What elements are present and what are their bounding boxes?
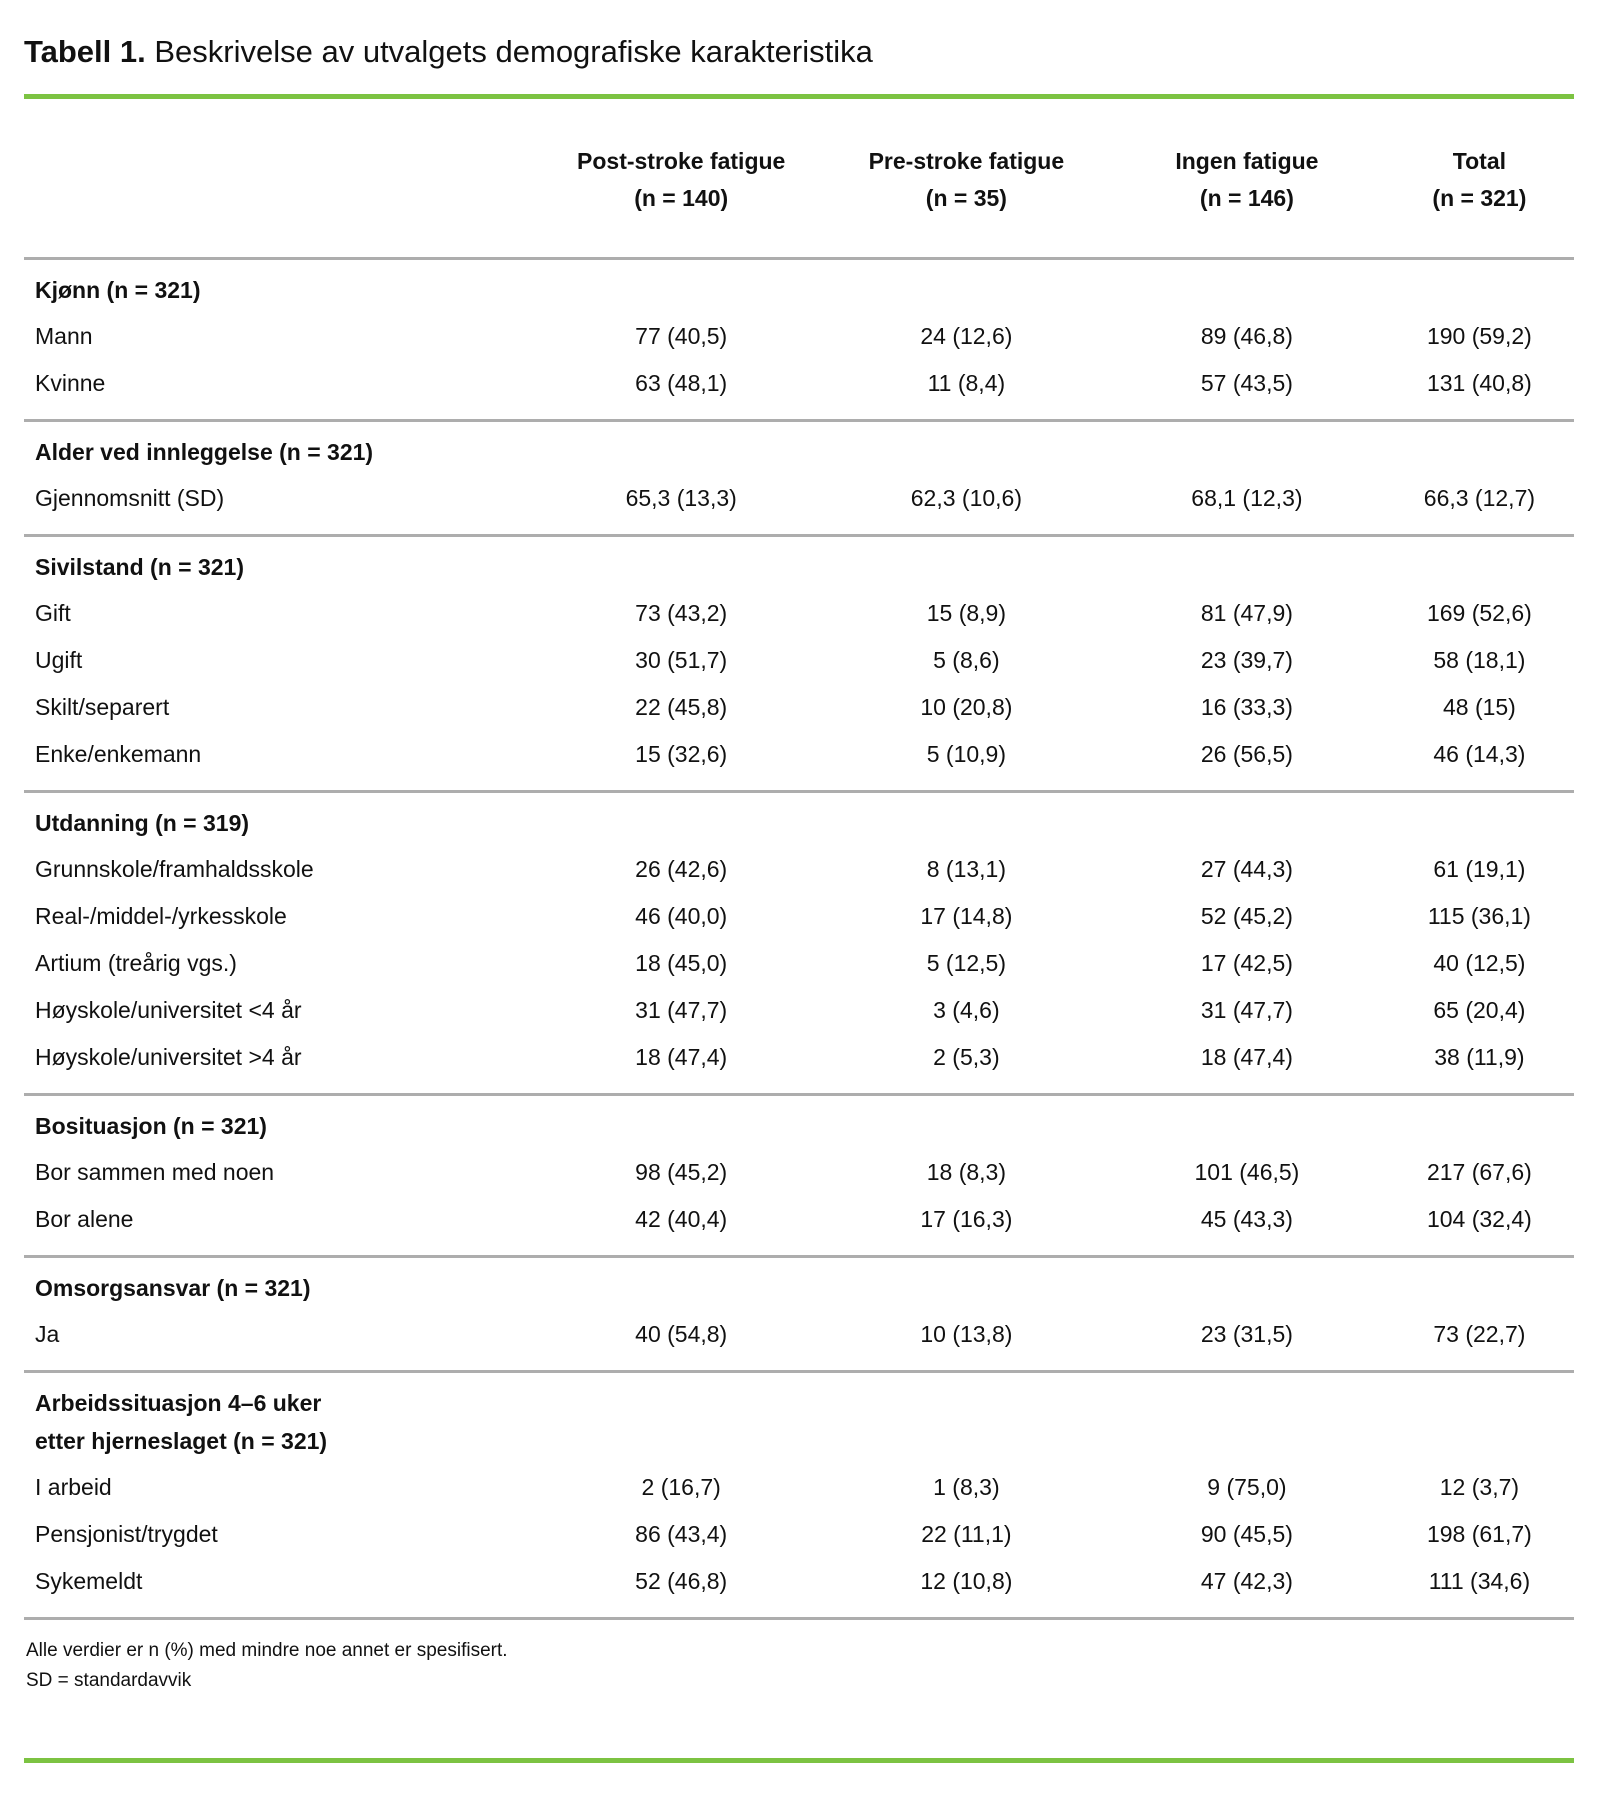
table-row bbox=[24, 684, 1574, 731]
cell-value: 48 (15) bbox=[1442, 694, 1516, 720]
cell-value: 12 (10,8) bbox=[920, 1568, 1013, 1594]
cell-value: 101 (46,5) bbox=[1194, 1159, 1300, 1185]
cell-value: 17 (16,3) bbox=[920, 1206, 1013, 1232]
row-label: Ja bbox=[35, 1321, 60, 1347]
cell-value: 22 (11,1) bbox=[921, 1521, 1012, 1547]
section-header-line: Utdanning (n = 319) bbox=[35, 810, 250, 836]
table-row bbox=[24, 1464, 1574, 1511]
cell-value: 11 (8,4) bbox=[927, 370, 1006, 396]
table-row bbox=[24, 475, 1574, 522]
row-label: Høyskole/universitet >4 år bbox=[35, 1044, 302, 1070]
column-header-line1: Post-stroke fatigue bbox=[577, 148, 786, 174]
table-row bbox=[24, 731, 1574, 778]
cell-value: 89 (46,8) bbox=[1200, 323, 1293, 349]
footnote-values: Alle verdier er n (%) med mindre noe annet er spesifisert. bbox=[26, 1640, 508, 1661]
cell-value: 47 (42,3) bbox=[1200, 1568, 1293, 1594]
table-row bbox=[24, 1034, 1574, 1081]
table-section bbox=[24, 790, 1574, 1093]
cell-value: 45 (43,3) bbox=[1200, 1206, 1293, 1232]
cell-value: 217 (67,6) bbox=[1426, 1159, 1532, 1185]
table-row bbox=[24, 360, 1574, 407]
cell-value: 66,3 (12,7) bbox=[1423, 485, 1536, 511]
table-row bbox=[24, 1149, 1574, 1196]
cell-value: 81 (47,9) bbox=[1200, 600, 1293, 626]
row-label: Høyskole/universitet <4 år bbox=[35, 997, 302, 1023]
cell-value: 18 (47,4) bbox=[1200, 1044, 1293, 1070]
section-header-line: Omsorgsansvar (n = 321) bbox=[35, 1275, 311, 1301]
cell-value: 65 (20,4) bbox=[1433, 997, 1526, 1023]
cell-value: 131 (40,8) bbox=[1426, 370, 1532, 396]
cell-value: 16 (33,3) bbox=[1200, 694, 1293, 720]
cell-value: 73 (43,2) bbox=[635, 600, 728, 626]
cell-value: 12 (3,7) bbox=[1439, 1474, 1520, 1500]
cell-value: 46 (14,3) bbox=[1433, 741, 1526, 767]
section-header bbox=[24, 543, 1574, 590]
cell-value: 26 (42,6) bbox=[635, 856, 728, 882]
cell-value: 57 (43,5) bbox=[1200, 370, 1293, 396]
cell-value: 18 (47,4) bbox=[635, 1044, 728, 1070]
cell-value: 23 (31,5) bbox=[1200, 1321, 1293, 1347]
row-label: Kvinne bbox=[35, 370, 106, 396]
cell-value: 38 (11,9) bbox=[1434, 1044, 1525, 1070]
column-header-line1: Total bbox=[1452, 148, 1507, 174]
cell-value: 17 (42,5) bbox=[1200, 950, 1293, 976]
table-row bbox=[24, 637, 1574, 684]
row-label: Pensjonist/trygdet bbox=[35, 1521, 218, 1547]
column-header-line1: Ingen fatigue bbox=[1175, 148, 1319, 174]
cell-value: 111 (34,6) bbox=[1428, 1568, 1531, 1594]
column-header-ingen-fatigue bbox=[1109, 143, 1385, 217]
column-header-line2: (n = 146) bbox=[1199, 185, 1294, 211]
column-header-line1: Pre-stroke fatigue bbox=[868, 148, 1065, 174]
table-title-label: Tabell 1. bbox=[24, 34, 146, 69]
cell-value: 2 (5,3) bbox=[933, 1044, 1000, 1070]
cell-value: 62,3 (10,6) bbox=[910, 485, 1022, 511]
table-row bbox=[24, 313, 1574, 360]
cell-value: 63 (48,1) bbox=[635, 370, 728, 396]
section-header-line: Kjønn (n = 321) bbox=[35, 277, 201, 303]
column-header-line2: (n = 140) bbox=[634, 185, 729, 211]
table-section bbox=[24, 1093, 1574, 1255]
cell-value: 90 (45,5) bbox=[1200, 1521, 1293, 1547]
row-label: Gjennomsnitt (SD) bbox=[35, 485, 225, 511]
cell-value: 17 (14,8) bbox=[920, 903, 1013, 929]
table-row bbox=[24, 893, 1574, 940]
table-section bbox=[24, 534, 1574, 790]
column-header-line2: (n = 321) bbox=[1432, 185, 1527, 211]
row-label: Mann bbox=[35, 323, 93, 349]
cell-value: 18 (45,0) bbox=[635, 950, 728, 976]
cell-value: 31 (47,7) bbox=[635, 997, 728, 1023]
row-label: Grunnskole/framhaldsskole bbox=[35, 856, 314, 882]
section-header bbox=[24, 266, 1574, 313]
cell-value: 65,3 (13,3) bbox=[625, 485, 737, 511]
row-label: I arbeid bbox=[35, 1474, 112, 1500]
section-header bbox=[24, 1379, 1574, 1464]
row-label: Artium (treårig vgs.) bbox=[35, 950, 237, 976]
cell-value: 18 (8,3) bbox=[926, 1159, 1006, 1185]
cell-value: 1 (8,3) bbox=[933, 1474, 1000, 1500]
cell-value: 115 (36,1) bbox=[1427, 903, 1531, 929]
table-row bbox=[24, 1196, 1574, 1243]
table-section bbox=[24, 1255, 1574, 1370]
cell-value: 86 (43,4) bbox=[635, 1521, 728, 1547]
section-header bbox=[24, 1102, 1574, 1149]
row-label: Skilt/separert bbox=[35, 694, 170, 720]
cell-value: 5 (12,5) bbox=[926, 950, 1006, 976]
cell-value: 40 (12,5) bbox=[1433, 950, 1526, 976]
section-header-line: Arbeidssituasjon 4–6 uker bbox=[35, 1390, 322, 1416]
cell-value: 22 (45,8) bbox=[635, 694, 728, 720]
cell-value: 5 (8,6) bbox=[933, 647, 1000, 673]
table-section bbox=[24, 260, 1574, 419]
cell-value: 8 (13,1) bbox=[926, 856, 1006, 882]
cell-value: 9 (75,0) bbox=[1207, 1474, 1287, 1500]
cell-value: 3 (4,6) bbox=[933, 997, 1000, 1023]
table-row bbox=[24, 590, 1574, 637]
table-row bbox=[24, 987, 1574, 1034]
cell-value: 190 (59,2) bbox=[1426, 323, 1532, 349]
column-header-total bbox=[1385, 143, 1574, 217]
section-header bbox=[24, 428, 1574, 475]
cell-value: 24 (12,6) bbox=[920, 323, 1013, 349]
cell-value: 68,1 (12,3) bbox=[1191, 485, 1303, 511]
column-header-pre-stroke bbox=[824, 143, 1109, 217]
cell-value: 5 (10,9) bbox=[926, 741, 1006, 767]
column-header-line2: (n = 35) bbox=[925, 185, 1007, 211]
table-title-text: Beskrivelse av utvalgets demografiske karakteristika bbox=[145, 34, 873, 69]
bottom-rule bbox=[24, 1758, 1574, 1763]
cell-value: 2 (16,7) bbox=[641, 1474, 721, 1500]
table-body bbox=[24, 260, 1574, 1620]
cell-value: 15 (32,6) bbox=[635, 741, 728, 767]
table-row bbox=[24, 940, 1574, 987]
section-header-line: Bosituasjon (n = 321) bbox=[35, 1113, 267, 1139]
cell-value: 26 (56,5) bbox=[1200, 741, 1293, 767]
cell-value: 169 (52,6) bbox=[1426, 600, 1532, 626]
table-title bbox=[24, 30, 1574, 73]
table-section bbox=[24, 1370, 1574, 1617]
footnotes bbox=[24, 1620, 1574, 1696]
top-rule bbox=[24, 94, 1574, 99]
cell-value: 104 (32,4) bbox=[1426, 1206, 1532, 1232]
row-label: Real-/middel-/yrkesskole bbox=[35, 903, 287, 929]
row-label: Sykemeldt bbox=[35, 1568, 143, 1594]
row-label: Bor alene bbox=[35, 1206, 134, 1232]
cell-value: 42 (40,4) bbox=[635, 1206, 728, 1232]
row-label: Ugift bbox=[35, 647, 83, 673]
section-header bbox=[24, 1264, 1574, 1311]
column-header-post-stroke bbox=[539, 143, 824, 217]
cell-value: 31 (47,7) bbox=[1200, 997, 1293, 1023]
cell-value: 46 (40,0) bbox=[635, 903, 728, 929]
table-row bbox=[24, 1558, 1574, 1605]
cell-value: 58 (18,1) bbox=[1433, 647, 1526, 673]
cell-value: 77 (40,5) bbox=[635, 323, 728, 349]
row-label: Gift bbox=[35, 600, 71, 626]
cell-value: 61 (19,1) bbox=[1433, 856, 1526, 882]
cell-value: 27 (44,3) bbox=[1200, 856, 1293, 882]
cell-value: 73 (22,7) bbox=[1433, 1321, 1526, 1347]
cell-value: 30 (51,7) bbox=[635, 647, 728, 673]
column-header-row bbox=[24, 143, 1574, 260]
section-header bbox=[24, 799, 1574, 846]
cell-value: 10 (13,8) bbox=[920, 1321, 1013, 1347]
table-section bbox=[24, 419, 1574, 534]
table-row bbox=[24, 846, 1574, 893]
cell-value: 15 (8,9) bbox=[926, 600, 1006, 626]
section-header-line: Alder ved innleggelse (n = 321) bbox=[35, 439, 374, 465]
table-row bbox=[24, 1311, 1574, 1358]
cell-value: 40 (54,8) bbox=[635, 1321, 728, 1347]
section-header-line: Sivilstand (n = 321) bbox=[35, 554, 244, 580]
cell-value: 52 (46,8) bbox=[635, 1568, 728, 1594]
row-label: Bor sammen med noen bbox=[35, 1159, 275, 1185]
cell-value: 23 (39,7) bbox=[1200, 647, 1293, 673]
cell-value: 98 (45,2) bbox=[635, 1159, 728, 1185]
cell-value: 198 (61,7) bbox=[1426, 1521, 1532, 1547]
cell-value: 10 (20,8) bbox=[920, 694, 1013, 720]
footnote-sd: SD = standardavvik bbox=[26, 1670, 192, 1691]
row-label: Enke/enkemann bbox=[35, 741, 202, 767]
cell-value: 52 (45,2) bbox=[1200, 903, 1293, 929]
section-header-line: etter hjerneslaget (n = 321) bbox=[35, 1428, 328, 1454]
table-row bbox=[24, 1511, 1574, 1558]
